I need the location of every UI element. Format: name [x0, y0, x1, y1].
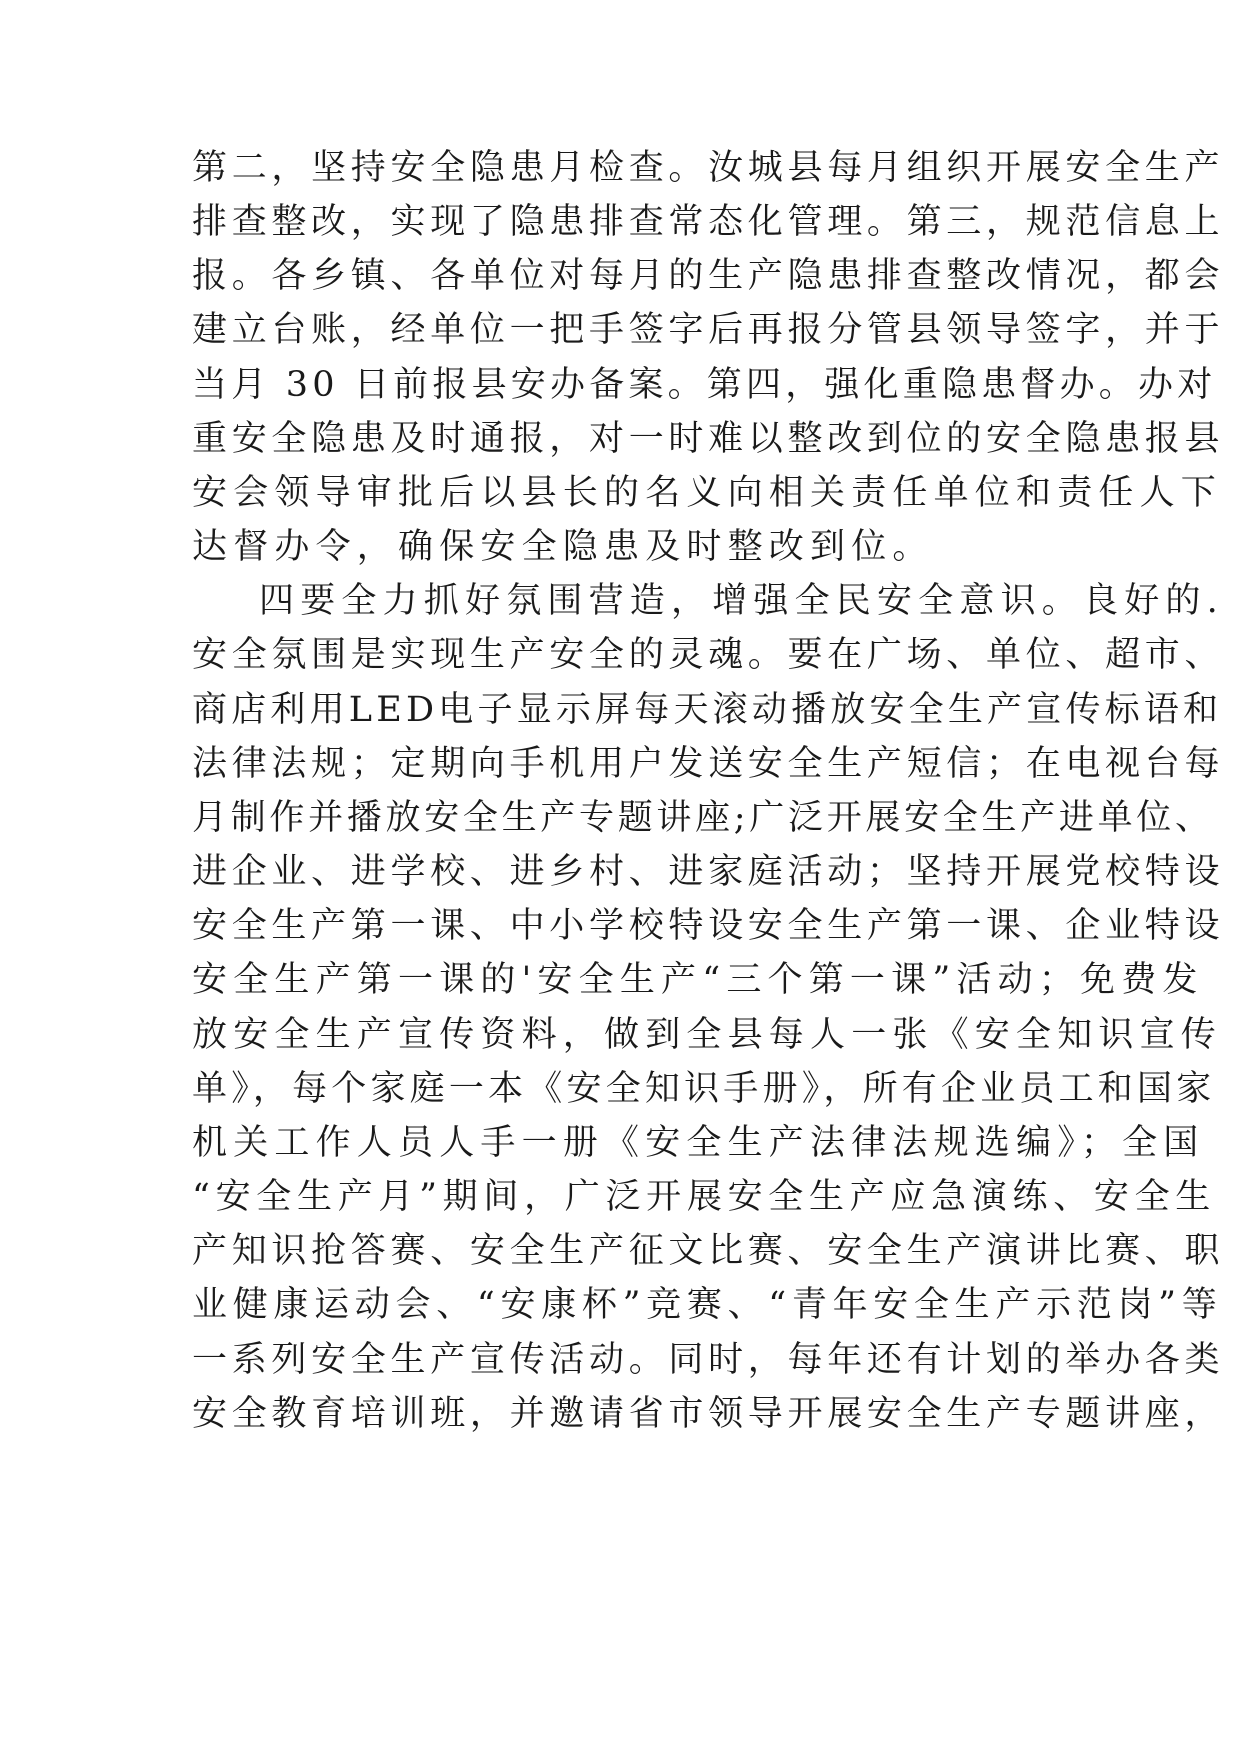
text-line: 机关工作人员人手一册《安全生产法律法规选编》；全国	[192, 1123, 1205, 1163]
text-line: 月制作并播放安全生产专题讲座;广泛开展安全生产进单位、	[192, 798, 1214, 838]
text-line: 产知识抢答赛、安全生产征文比赛、安全生产演讲比赛、职	[192, 1231, 1225, 1271]
text-line: “安全生产月”期间，广泛开展安全生产应急演练、安全生	[192, 1177, 1216, 1217]
text-line: 安全生产第一课的'安全生产“三个第一课”活动；免费发	[192, 960, 1204, 1000]
text-line: 业健康运动会、“安康杯”竞赛、“青年安全生产示范岗”等	[192, 1285, 1223, 1325]
paragraph-first-line: 四要全力抓好氛围营造，增强全民安全意识。良好的.	[259, 581, 1224, 621]
text-line: 进企业、进学校、进乡村、进家庭活动；坚持开展党校特设	[192, 852, 1225, 892]
text-line: 商店利用LED电子显示屏每天滚动播放安全生产宣传标语和	[192, 690, 1223, 730]
text-line: 当月 30 日前报县安办备案。第四，强化重隐患督办。办对	[192, 365, 1217, 405]
text-line: 安全教育培训班，并邀请省市领导开展安全生产专题讲座，	[192, 1394, 1225, 1434]
text-line: 放安全生产宣传资料，做到全县每人一张《安全知识宣传	[192, 1015, 1223, 1055]
text-line: 达督办令，确保安全隐患及时整改到位。	[192, 527, 934, 567]
text-line: 报。各乡镇、各单位对每月的生产隐患排查整改情况，都会	[192, 256, 1225, 296]
text-line: 安会领导审批后以县长的名义向相关责任单位和责任人下	[192, 473, 1223, 513]
text-line: 安全氛围是实现生产安全的灵魂。要在广场、单位、超市、	[192, 635, 1225, 675]
text-line: 一系列安全生产宣传活动。同时，每年还有计划的举办各类	[192, 1340, 1225, 1380]
text-line: 法律法规；定期向手机用户发送安全生产短信；在电视台每	[192, 744, 1225, 784]
text-line: 排查整改，实现了隐患排查常态化管理。第三，规范信息上	[192, 202, 1225, 242]
text-line: 单》，每个家庭一本《安全知识手册》，所有企业员工和国家	[192, 1069, 1216, 1109]
text-line: 安全生产第一课、中小学校特设安全生产第一课、企业特设	[192, 906, 1225, 946]
text-line: 第二，坚持安全隐患月检查。汝城县每月组织开展安全生产	[192, 148, 1225, 188]
text-line: 建立台账，经单位一把手签字后再报分管县领导签字，并于	[192, 310, 1225, 350]
text-line: 重安全隐患及时通报，对一时难以整改到位的安全隐患报县	[192, 419, 1225, 459]
